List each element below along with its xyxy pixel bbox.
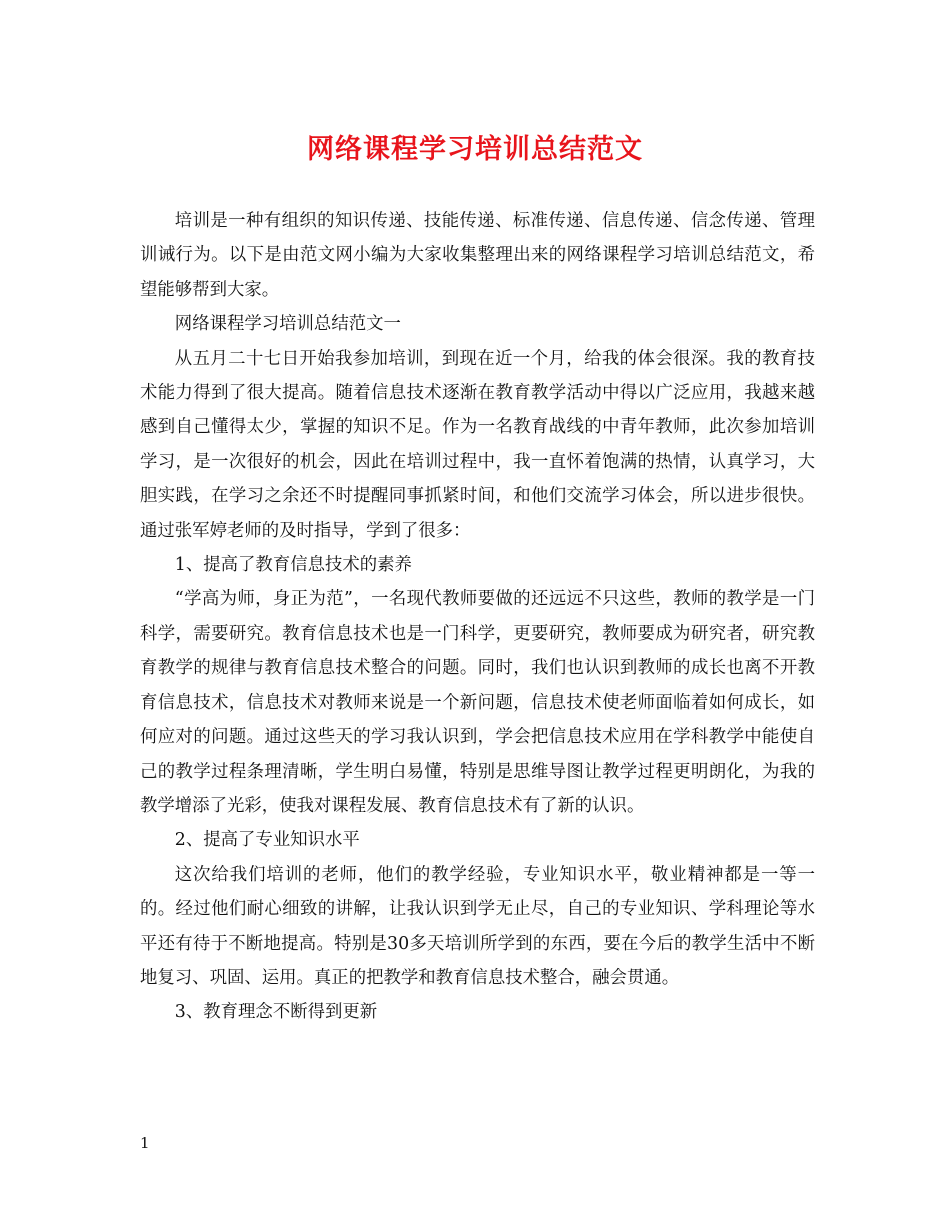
page-number: 1 — [140, 1134, 150, 1152]
document-body — [140, 204, 815, 1030]
body-paragraph: 这次给我们培训的老师，他们的教学经验，专业知识水平，敬业精神都是一等一的。经过他们耐心细致的讲解，让我认识到学无止尽，自己的专业知识、学科理论等水平还有待于不断地提高。特别是30多天培训所学到的东西，要在今后的教学生活中不断地复习、巩固、运用。真正的把教学和教育信息技术整合，融会贯通。 — [140, 864, 815, 988]
body-paragraph: 从五月二十七日开始我参加培训，到现在近一个月，给我的体会很深。我的教育技术能力得到了很大提高。随着信息技术逐渐在教育教学活动中得以广泛应用，我越来越感到自己懂得太少，掌握的知识不足。作为一名教育战线的中青年教师，此次参加培训学习，是一次很好的机会，因此在培训过程中，我一直怀着饱满的热情，认真学习，大胆实践，在学习之余还不时提醒同事抓紧时间，和他们交流学习体会，所以进步很快。通过张军婷老师的及时指导，学到了很多： — [140, 348, 815, 541]
document-title: 网络课程学习培训总结范文 — [307, 134, 643, 165]
body-paragraph: “学高为师，身正为范”，一名现代教师要做的还远远不只这些，教师的教学是一门科学，需要研究。教育信息技术也是一门科学，更要研究，教师要成为研究者，研究教育教学的规律与教育信息技术整合的问题。同时，我们也认识到教师的成长也离不开教育信息技术，信息技术对教师来说是一个新问题，信息技术使老师面临着如何成长，如何应对的问题。通过这些天的学习我认识到，学会把信息技术应用在学科教学中能使自己的教学过程条理清晰，学生明白易懂，特别是思维导图让教学过程更明朗化，为我的教学增添了光彩，使我对课程发展、教育信息技术有了新的认识。 — [140, 589, 815, 816]
intro-paragraph: 培训是一种有组织的知识传递、技能传递、标准传递、信息传递、信念传递、管理训诫行为。以下是由范文网小编为大家收集整理出来的网络课程学习培训总结范文，希望能够帮到大家。 — [140, 211, 815, 300]
point-heading-1: 1、提高了教育信息技术的素养 — [174, 555, 412, 576]
section-heading: 网络课程学习培训总结范文一 — [174, 314, 401, 335]
point-heading-3: 3、教育理念不断得到更新 — [174, 1002, 378, 1023]
point-heading-2: 2、提高了专业知识水平 — [174, 830, 360, 851]
